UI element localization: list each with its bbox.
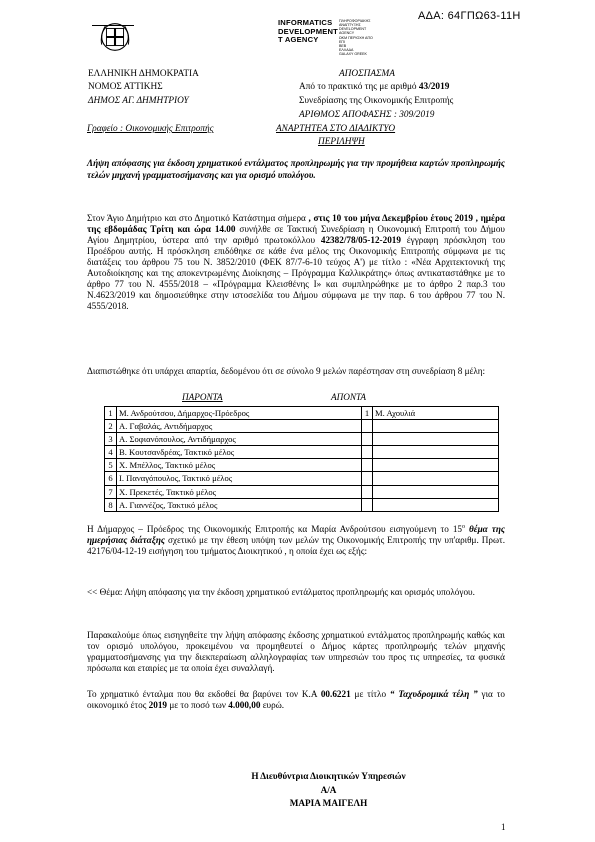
row-number-cell: 2 — [105, 420, 117, 433]
table-row — [105, 433, 499, 446]
quorum-paragraph: Διαπιστώθηκε ότι υπάρχει απαρτία, δεδομένου ότι σε σύνολο 9 μελών παρέστησαν στη συνεδρίαση 8 μέλη: — [87, 366, 486, 376]
request-paragraph: Παρακαλούμε όπως εισηγηθείτε την λήψη απόφασης έκδοσης χρηματικού εντάλματος προπληρωμής καθώς και τον ορισμό υπολόγου, προκειμένου να προμηθευτεί ο Δήμος κάρτες προπληρωμής τελών μηχανής γραμματοσήμανσης για την διεκπεραίωση αλληλογραφίας των υπηρεσιών του προς τις υπηρεσίες, τα φυσικά πρόσωπα και εταιρίες με τα οποία έχει συναλλαγή. — [87, 630, 505, 674]
signature-role: Η Διευθύντρια Διοικητικών Υπηρεσιών — [251, 771, 406, 781]
table-row — [105, 420, 499, 433]
absent-member-cell — [373, 433, 499, 446]
absent-label: ΑΠΟΝΤΑ — [331, 392, 367, 402]
internet-posting: ΑΝΑΡΤΗΤΕΑ ΣΤΟ ΔΙΑΔΙΚΤΥΟ — [276, 124, 396, 134]
present-member-cell: Β. Κουτσανδρέας, Τακτικό μέλος — [117, 446, 362, 459]
present-member-cell: Α. Γιαννέζος, Τακτικό μέλος — [117, 498, 362, 511]
row-number-cell — [362, 472, 373, 485]
ada-code: ΑΔΑ: 64ΓΠΩ63-11Η — [418, 10, 521, 22]
row-number-cell — [362, 498, 373, 511]
absent-member-cell — [373, 485, 499, 498]
row-number-cell — [362, 459, 373, 472]
extract-title: ΑΠΟΣΠΑΣΜΑ — [339, 69, 395, 79]
row-number-cell — [362, 485, 373, 498]
row-number-cell: 4 — [105, 446, 117, 459]
table-row — [105, 459, 499, 472]
decision-number: ΑΡΙΘΜΟΣ ΑΠΟΦΑΣΗΣ : 309/2019 — [299, 110, 435, 120]
greek-emblem-icon — [96, 18, 134, 56]
informatics-logo: INFORMATICS DEVELOPMENT T AGENCY — [278, 18, 339, 45]
meeting-of: Συνεδρίασης της Οικονομικής Επιτροπής — [299, 96, 454, 106]
row-number-cell: 1 — [105, 407, 117, 420]
signature-name: ΜΑΡΙΑ ΜΑΙΓΕΛΗ — [289, 798, 368, 808]
row-number-cell — [362, 446, 373, 459]
present-label: ΠΑΡΟΝΤΑ — [182, 392, 223, 402]
summary-heading: ΠΕΡΙΛΗΨΗ — [318, 137, 365, 147]
row-number-cell: 7 — [105, 485, 117, 498]
intro-paragraph: Η Δήμαρχος – Πρόεδρος της Οικονομικής Επιτροπής κα Μαρία Ανδρούτσου εισηγούμενη το $15^o$ θέμα της ημερήσιας διάταξης σχετικό με την έθεση υπόψη των μελών της Οικονομικής Επιτροπής την υπ'αριθμ. Πρωτ. 42176/04-12-19 εισήγηση του τμήματος Διοικητικού , η οποία έχει ως εξής: — [87, 524, 505, 557]
absent-member-cell — [373, 472, 499, 485]
office-label: Γραφείο : Οικονομικής Επιτροπής — [87, 124, 214, 134]
present-member-cell: Χ. Μπέλλος, Τακτικό μέλος — [117, 459, 362, 472]
attendance-table — [104, 406, 499, 512]
present-member-cell: Μ. Ανδρούτσου, Δήμαρχος-Πρόεδρος — [117, 407, 362, 420]
table-row — [105, 485, 499, 498]
table-row — [105, 472, 499, 485]
absent-member-cell — [373, 459, 499, 472]
summary-text: Λήψη απόφασης για έκδοση χρηματικού εντάλματος προπληρωμής για την προμήθεια καρτών προπληρωμής τελών μηχανή γραμματοσήμανσης και για ορισμό υπολόγου. — [87, 158, 505, 181]
warrant-paragraph: Το χρηματικό ένταλμα που θα εκδοθεί θα βαρύνει τον Κ.Α 00.6221 με τίτλο “ Ταχυδρομικά τέλη ” για το οικονομικό έτος 2019 με το ποσό των 4.000,00 ευρώ. — [87, 689, 505, 711]
quote-paragraph: << Θέμα: Λήψη απόφασης για την έκδοση χρηματικού εντάλματος προπληρωμής και ορισμός υπολόγου. — [87, 587, 475, 597]
table-row — [105, 407, 499, 420]
page-number: 1 — [501, 822, 506, 832]
row-number-cell: 1 — [362, 407, 373, 420]
present-member-cell: Ι. Παναγόπουλος, Τακτικό μέλος — [117, 472, 362, 485]
present-member-cell: Α. Γαβαλάς, Αντιδήμαρχος — [117, 420, 362, 433]
row-number-cell: 8 — [105, 498, 117, 511]
republic-label: ΕΛΛΗΝΙΚΗ ΔΗΜΟΚΡΑΤΙΑ — [88, 69, 199, 79]
municipality-label: ΔΗΜΟΣ ΑΓ. ΔΗΜΗΤΡΙΟΥ — [88, 96, 189, 106]
present-member-cell: Α. Σοφιανόπουλος, Αντιδήμαρχος — [117, 433, 362, 446]
absent-member-cell — [373, 498, 499, 511]
signature-aa: Α/Α — [320, 785, 337, 795]
present-member-cell: Χ. Πρεκετές, Τακτικό μέλος — [117, 485, 362, 498]
absent-member-cell — [373, 420, 499, 433]
absent-member-cell — [373, 446, 499, 459]
absent-member-cell: Μ. Αχουλιά — [373, 407, 499, 420]
row-number-cell — [362, 420, 373, 433]
table-row — [105, 498, 499, 511]
row-number-cell: 3 — [105, 433, 117, 446]
row-number-cell: 5 — [105, 459, 117, 472]
table-row — [105, 446, 499, 459]
from-minutes: Από το πρακτικό της με αριθμό 43/2019 — [299, 82, 450, 92]
meeting-paragraph: Στον Άγιο Δημήτριο και στο Δημοτικό Κατάστημα σήμερα , στις 10 του μήνα Δεκεμβρίου έτους 2019 , ημέρα της εβδομάδας Τρίτη και ώρα 14.00 συνήλθε σε Τακτική Συνεδρίαση η Οικονομική Επιτροπή του Δήμου Αγίου Δημητρίου, ύστερα από την αριθμό πρωτοκόλλου 42382/78/05-12-2019 έγγραφη πρόσκληση του Προέδρου αυτής. Η πρόσκληση επιδόθηκε σε κάθε ένα μέλος της Οικονομικής Επιτροπής σύμφωνα με τις διατάξεις του άρθρου 75 του Ν. 3852/2010 (ΦΕΚ 87/7-6-10 τεύχος Α') με τίτλο : «Νέα Αρχιτεκτονική της Αυτοδιοίκησης και της αποκεντρωμένης Διοίκησης – Πρόγραμμα Καλλικράτης» όπως αντικαταστάθηκε με το άρθρο 77 του Ν. 4555/2018 – «Πρόγραμμα Κλεισθένης Ι» και συμπληρώθηκε με το άρθρο 2 παρ.3 του Ν.4623/2019 και δημοσιεύθηκε στην ιστοσελίδα του Δήμου σύμφωνα με την παρ. 6 του άρθρου 77 του Ν. 4555/2018. — [87, 213, 506, 312]
logo-tagline: ΠΛΗΡΟΦΟΡΙΑΚΗΣ ΑΝΑΠΤΥΞΗΣ DEVELOPMENT AGENCY ΩΚΜ ΠΕΡΙΟΧΗ ΑΠΟ ΕΠΙ ΒΕΒ ΕΛΛΑΔΑ GALAXY GREEK — [339, 19, 373, 57]
prefecture-label: ΝΟΜΟΣ ΑΤΤΙΚΗΣ — [88, 82, 163, 92]
row-number-cell: 6 — [105, 472, 117, 485]
row-number-cell — [362, 433, 373, 446]
